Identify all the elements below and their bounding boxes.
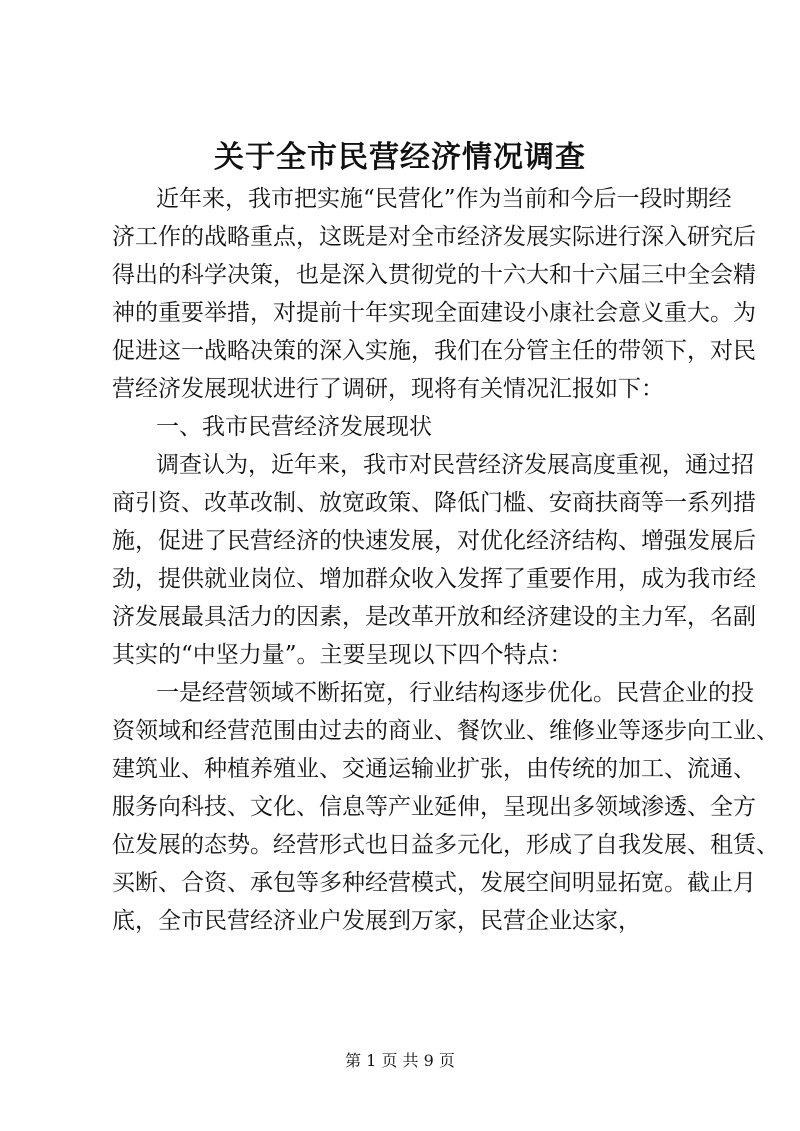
text-line: 促进这一战略决策的深入实施，我们在分管主任的带领下，对民 xyxy=(112,338,756,364)
section-heading: 一、我市民营经济发展现状 xyxy=(156,414,432,440)
text-line: 济发展最具活力的因素，是改革开放和经济建设的主力军，名副 xyxy=(112,604,756,630)
text-line: 济工作的战略重点，这既是对全市经济发展实际进行深入研究后 xyxy=(112,224,756,250)
text-line: 位发展的态势。经营形式也日益多元化，形成了自我发展、租赁、 xyxy=(112,832,779,858)
text-line: 服务向科技、文化、信息等产业延伸，呈现出多领域渗透、全方 xyxy=(112,794,756,820)
text-line: 调查认为，近年来，我市对民营经济发展高度重视，通过招 xyxy=(156,452,754,478)
text-line: 神的重要举措，对提前十年实现全面建设小康社会意义重大。为 xyxy=(112,300,756,326)
text-line: 营经济发展现状进行了调研，现将有关情况汇报如下： xyxy=(112,376,664,402)
document-title: 关于全市民营经济情况调查 xyxy=(214,140,586,175)
text-line: 买断、合资、承包等多种经营模式，发展空间明显拓宽。截止月 xyxy=(112,870,756,896)
text-line: 劲，提供就业岗位、增加群众收入发挥了重要作用，成为我市经 xyxy=(112,566,756,592)
document-body xyxy=(112,180,779,940)
text-line: 近年来，我市把实施“民营化”作为当前和今后一段时期经 xyxy=(156,186,732,212)
text-line: 资领域和经营范围由过去的商业、餐饮业、维修业等逐步向工业、 xyxy=(112,718,779,744)
text-line: 施，促进了民营经济的快速发展，对优化经济结构、增强发展后 xyxy=(112,528,756,554)
text-line: 一是经营领域不断拓宽，行业结构逐步优化。民营企业的投 xyxy=(156,680,754,706)
text-line: 底，全市民营经济业户发展到万家，民营企业达家， xyxy=(112,908,641,934)
text-line: 其实的“中坚力量”。主要呈现以下四个特点： xyxy=(112,642,573,668)
text-line: 商引资、改革改制、放宽政策、降低门槛、安商扶商等一系列措 xyxy=(112,490,756,516)
text-line: 建筑业、种植养殖业、交通运输业扩张，由传统的加工、流通、 xyxy=(112,756,756,782)
text-line: 得出的科学决策，也是深入贯彻党的十六大和十六届三中全会精 xyxy=(112,262,756,288)
page-footer: 第 1 页 共 9 页 xyxy=(345,1051,455,1070)
